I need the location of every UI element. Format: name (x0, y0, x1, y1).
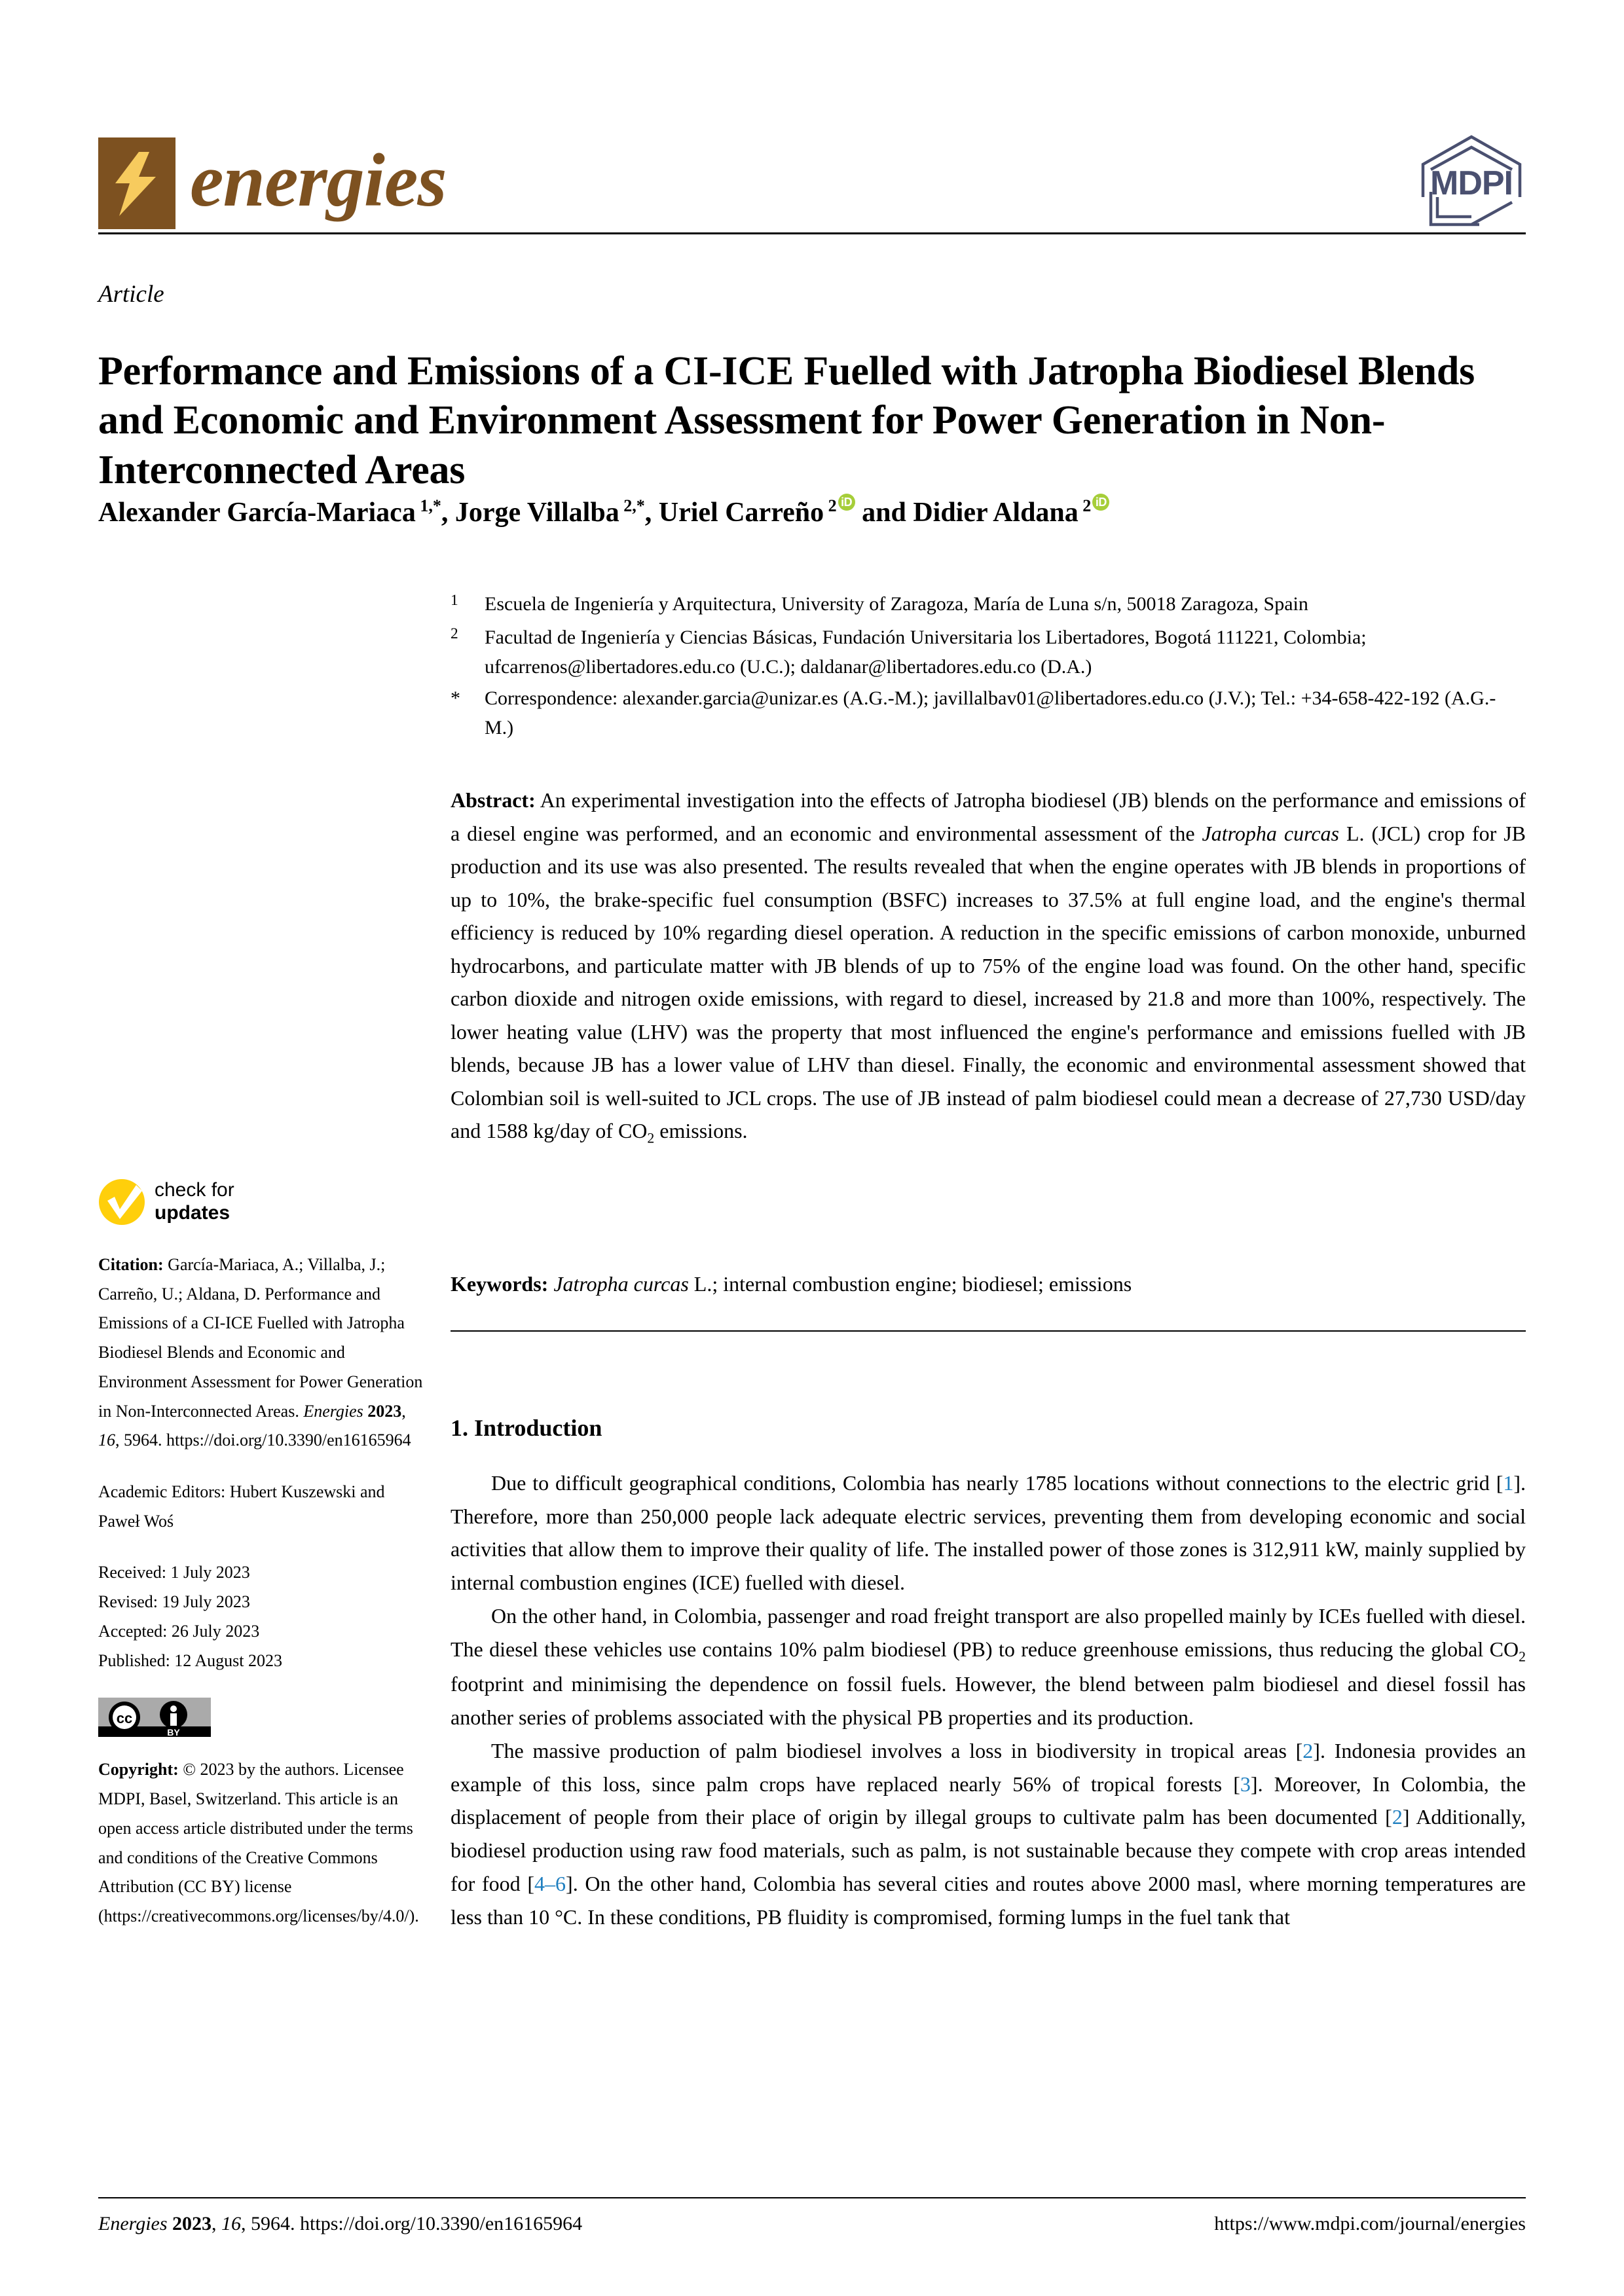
affiliations-block (451, 589, 1524, 744)
paragraph-3-text-b: ]. Indonesia provides an example of this loss, since palm crops have replaced nearly 56% of tropical forests [ (451, 1738, 1526, 1796)
paragraph (451, 1467, 1526, 1599)
orcid-icon[interactable]: iD (838, 494, 855, 511)
introduction-body (451, 1467, 1526, 1933)
paragraph (451, 1734, 1526, 1933)
date-accepted: Accepted: 26 July 2023 (98, 1621, 260, 1641)
abstract-text-3: emissions. (654, 1119, 748, 1143)
footer-year: 2023 (172, 2213, 212, 2234)
page-header (98, 128, 1526, 226)
footer-volume: 16 (221, 2213, 242, 2234)
keywords-block (451, 1268, 1526, 1300)
paragraph-3-text-d: ] Additionally, biodiesel production using raw food materials, such as palm, is not sustainable because they compete with crop areas intended for food [ (451, 1805, 1526, 1895)
affiliation-marker: 2 (451, 625, 458, 642)
keywords-label: Keywords: (451, 1272, 549, 1296)
author-2-affil: 2,* (619, 496, 645, 515)
paragraph-2-text-b: footprint and minimising the dependence on fossil fuels. However, the blend between palm biodiesel and diesel fossil has another series of problems associated with the physical PB properties and its production. (451, 1672, 1526, 1730)
citation-label: Citation: (98, 1255, 164, 1274)
svg-text:cc: cc (116, 1710, 133, 1727)
citation-doi[interactable]: https://doi.org/10.3390/en16165964 (166, 1430, 411, 1450)
copyright-label: Copyright: (98, 1760, 179, 1779)
author-3[interactable]: Uriel Carreño (658, 498, 824, 528)
svg-text:BY: BY (167, 1727, 180, 1738)
academic-editors: Academic Editors: Hubert Kuszewski and Paweł Woś (98, 1482, 385, 1531)
affiliation-marker: 1 (451, 592, 458, 609)
check-for-updates-text (155, 1179, 234, 1225)
citation-link-1[interactable]: 1 (1503, 1471, 1514, 1495)
author-list: Alexander García-Mariaca $^{1,*}$, Jorge Villalba $^{2,*}$, Uriel Carreño $^2$ iD and Didier Aldana $^2$ iD (98, 494, 1526, 532)
author-2[interactable]: Jorge Villalba (454, 498, 619, 528)
abstract-co2-subscript: 2 (647, 1130, 655, 1146)
correspondence-row (451, 683, 1524, 743)
journal-logo[interactable] (98, 137, 447, 229)
citation-link-5[interactable]: 4–6 (534, 1871, 566, 1895)
check-for-updates-line2: updates (155, 1202, 231, 1224)
citation-volume: 16 (98, 1430, 115, 1450)
keywords-species: Jatropha curcas (553, 1272, 689, 1296)
affiliation-row (451, 589, 1524, 621)
citation-pages: 5964. (124, 1430, 162, 1450)
footer-citation: Energies 2023, 16, 5964. https://doi.org/10.3390/en16165964 (98, 2213, 583, 2234)
citation-text: García-Mariaca, A.; Villalba, J.; Carreño, U.; Aldana, D. Performance and Emissions of a CI-ICE Fuelled with Jatropha Biodiesel Blends and Economic and Environment Assessment for Power Generation in Non-Interconnected Areas. (98, 1255, 423, 1421)
check-for-updates-line1: check for (155, 1179, 234, 1201)
svg-text:MDPI: MDPI (1430, 164, 1513, 202)
abstract-label: Abstract: (451, 788, 536, 812)
correspondence-marker: * (451, 687, 460, 709)
article-type-label: Article (98, 281, 164, 308)
abstract-text-1: An experimental investigation into the effects of Jatropha biodiesel (JB) blends on the performance and emissions of a diesel engine was performed, and an economic and environmental assessment of the (451, 788, 1526, 845)
abstract-block (451, 784, 1526, 1150)
date-revised: Revised: 19 July 2023 (98, 1592, 250, 1612)
lightning-bolt-icon (113, 152, 161, 216)
affiliation-text: Escuela de Ingeniería y Arquitectura, University of Zaragoza, María de Luna s/n, 50018 Zaragoza, Spain (485, 593, 1308, 615)
citation-link-2[interactable]: 2 (1302, 1738, 1314, 1762)
author-4[interactable]: Didier Aldana (913, 498, 1079, 528)
affiliation-text: Facultad de Ingeniería y Ciencias Básicas, Fundación Universitaria los Libertadores, Bogotá 111221, Colombia; ufcarrenos@libertadores.edu.co (U.C.); daldanar@libertadores.edu.co (D.A.) (485, 626, 1367, 678)
correspondence-text: Correspondence: alexander.garcia@unizar.es (A.G.-M.); javillalbav01@libertadores.edu.co (J.V.); Tel.: +34-658-422-192 (A.G.-M.) (485, 687, 1496, 739)
paragraph (451, 1599, 1526, 1734)
paragraph-3-text-c: ]. Moreover, In Colombia, the displacement of people from their place of origin by illegal groups to cultivate palm has been documented [ (451, 1772, 1526, 1829)
author-4-affil: 2 (1078, 496, 1092, 515)
citation-block: Citation: García-Mariaca, A.; Villalba, J.; Carreño, U.; Aldana, D. Performance and Emissions of a CI-ICE Fuelled with Jatropha Biodiesel Blends and Economic and Environment Assessment for Power Generation in Non-Interconnected Areas. Energies 2023, 16, 5964. https://doi.org/10.3390/en16165964 (98, 1255, 423, 1450)
footer-journal: Energies (98, 2213, 168, 2234)
citation-year: 2023 (367, 1401, 402, 1421)
co2-subscript: 2 (1519, 1648, 1526, 1664)
citation-journal: Energies (303, 1401, 363, 1421)
keywords-list: L.; internal combustion engine; biodiesel; emissions (688, 1272, 1132, 1296)
creative-commons-by-icon[interactable] (98, 1698, 211, 1737)
page-footer (98, 2213, 1526, 2235)
paragraph-3-text-e: ]. On the other hand, Colombia has several cities and routes above 2000 masl, where morning temperatures are less than 10 °C. In these conditions, PB fluidity is compromised, forming lumps in the fuel tank that (451, 1871, 1526, 1929)
copyright-block (98, 1755, 426, 1931)
abstract-species-name: Jatropha curcas (1202, 821, 1339, 845)
citation-link-4[interactable]: 2 (1392, 1805, 1403, 1829)
mdpi-logo[interactable] (1418, 132, 1526, 230)
keywords-divider (451, 1330, 1526, 1332)
paragraph-1-text-a: Due to difficult geographical conditions, Colombia has nearly 1785 locations without connections to the electric grid [ (491, 1471, 1504, 1495)
footer-divider (98, 2197, 1526, 2198)
copyright-text: © 2023 by the authors. Licensee MDPI, Basel, Switzerland. This article is an open access article distributed under the terms and conditions of the Creative Commons Attribution (CC BY) license (https://creativecommons.org/licenses/by/4.0/). (98, 1760, 419, 1925)
orcid-icon[interactable]: iD (1092, 494, 1109, 511)
footer-journal-url[interactable]: https://www.mdpi.com/journal/energies (1214, 2213, 1526, 2234)
citation-link-3[interactable]: 3 (1240, 1772, 1251, 1796)
paragraph-1-text-b: ]. Therefore, more than 250,000 people lack adequate electric services, preventing them from developing economic and social activities that allow them to improve their quality of life. The installed power of those zones is 312,911 kW, mainly supplied by internal combustion engines (ICE) fuelled with diesel. (451, 1471, 1526, 1595)
check-for-updates-badge[interactable] (98, 1178, 426, 1226)
paragraph-3-text-a: The massive production of palm biodiesel involves a loss in biodiversity in tropical areas [ (491, 1738, 1303, 1762)
footer-rest: , 5964. https://doi.org/10.3390/en16165964 (241, 2213, 583, 2234)
affiliation-row (451, 623, 1524, 682)
author-3-affil: 2 (824, 496, 837, 515)
author-1-affil: 1,* (415, 496, 441, 515)
paragraph-2-text-a: On the other hand, in Colombia, passenger and road freight transport are also propelled mainly by ICEs fuelled with diesel. The diesel these vehicles use contains 10% palm biodiesel (PB) to reduce greenhouse emissions, thus reducing the global CO (451, 1603, 1526, 1661)
page-title: Performance and Emissions of a CI-ICE Fuelled with Jatropha Biodiesel Blends and Economic and Environment Assessment for Power Generation in Non-Interconnected Areas (98, 348, 1475, 492)
section-heading-introduction: 1. Introduction (451, 1415, 602, 1441)
author-1[interactable]: Alexander García-Mariaca (98, 498, 416, 528)
abstract-text-2: L. (JCL) crop for JB production and its use was also presented. The results revealed that when the engine operates with JB blends in proportions of up to 10%, the brake-specific fuel consumption (BSFC) increases to 37.5% at full engine load, and the engine's thermal efficiency is reduced by 10% regarding diesel operation. A reduction in the specific emissions of carbon monoxide, unburned hydrocarbons, and particulate matter with JB blends of up to 75% of the engine load was found. On the other hand, specific carbon dioxide and nitrogen oxide emissions, with regard to diesel, increased by 21.8 and more than 100%, respectively. The lower heating value (LHV) was the property that most influenced the engine's performance and emissions fuelled with JB blends, because JB has a lower value of LHV than diesel. Finally, the economic and environmental assessment showed that Colombian soil is well-suited to JCL crops. The use of JB instead of palm biodiesel could mean a decrease of 27,730 USD/day and 1588 kg/day of CO (451, 821, 1526, 1143)
check-circle-icon (98, 1178, 145, 1226)
energies-logo-mark (98, 137, 175, 229)
left-sidebar (98, 1178, 426, 1931)
journal-name: energies (190, 139, 447, 223)
header-divider (98, 232, 1526, 234)
date-published: Published: 12 August 2023 (98, 1650, 282, 1670)
date-received: Received: 1 July 2023 (98, 1563, 250, 1582)
